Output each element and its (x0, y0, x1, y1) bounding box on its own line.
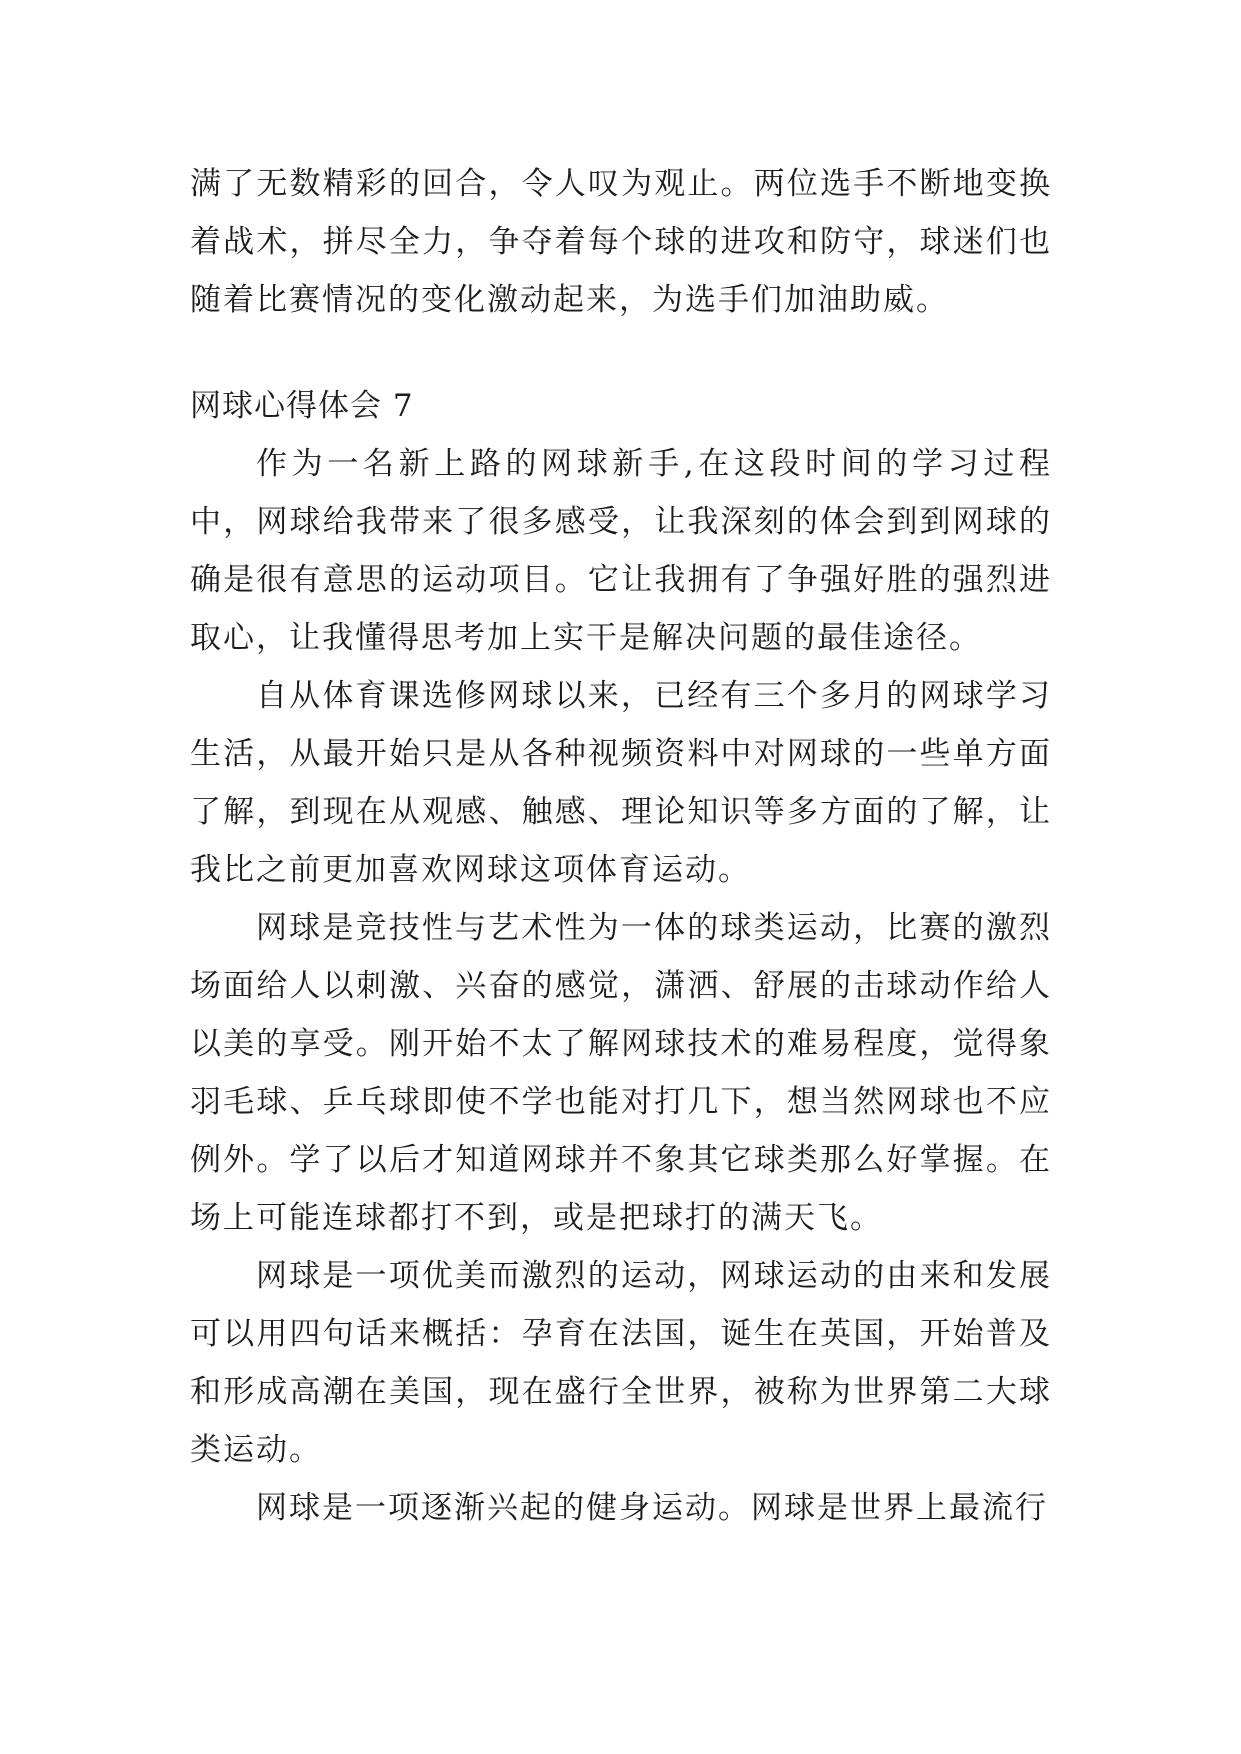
paragraph-5: 网球是一项逐渐兴起的健身运动。网球是世界上最流行 (256, 1490, 1048, 1526)
paragraph-3: 网球是竞技性与艺术性为一体的球类运动，比赛的激烈场面给人以刺激、兴奋的感觉，潇洒、舒展的击球动作给人以美的享受。刚开始不太了解网球技术的难易程度，觉得象羽毛球、乒乓球即使不学也能对打几下，想当然网球也不应例外。学了以后才知道网球并不象其它球类那么好掌握。在场上可能连球都打不到，或是把球打的满天飞。 (190, 910, 1052, 1236)
paragraph-4: 网球是一项优美而激烈的运动，网球运动的由来和发展可以用四句话来概括：孕育在法国，诞生在英国，开始普及和形成高潮在美国，现在盛行全世界，被称为世界第二大球类运动。 (190, 1258, 1052, 1468)
section-heading: 网球心得体会 7 (190, 388, 414, 424)
continued-paragraph: 满了无数精彩的回合，令人叹为观止。两位选手不断地变换着战术，拼尽全力，争夺着每个球的进攻和防守，球迷们也随着比赛情况的变化激动起来，为选手们加油助威。 (190, 166, 1052, 318)
paragraph-1: 作为一名新上路的网球新手,在这段时间的学习过程中，网球给我带来了很多感受，让我深刻的体会到到网球的确是很有意思的运动项目。它让我拥有了争强好胜的强烈进取心，让我懂得思考加上实干是解决问题的最佳途径。 (190, 446, 1052, 656)
paragraph-2: 自从体育课选修网球以来，已经有三个多月的网球学习生活，从最开始只是从各种视频资料中对网球的一些单方面了解，到现在从观感、触感、理论知识等多方面的了解，让我比之前更加喜欢网球这项体育运动。 (190, 678, 1052, 888)
document-page (190, 155, 1052, 1537)
